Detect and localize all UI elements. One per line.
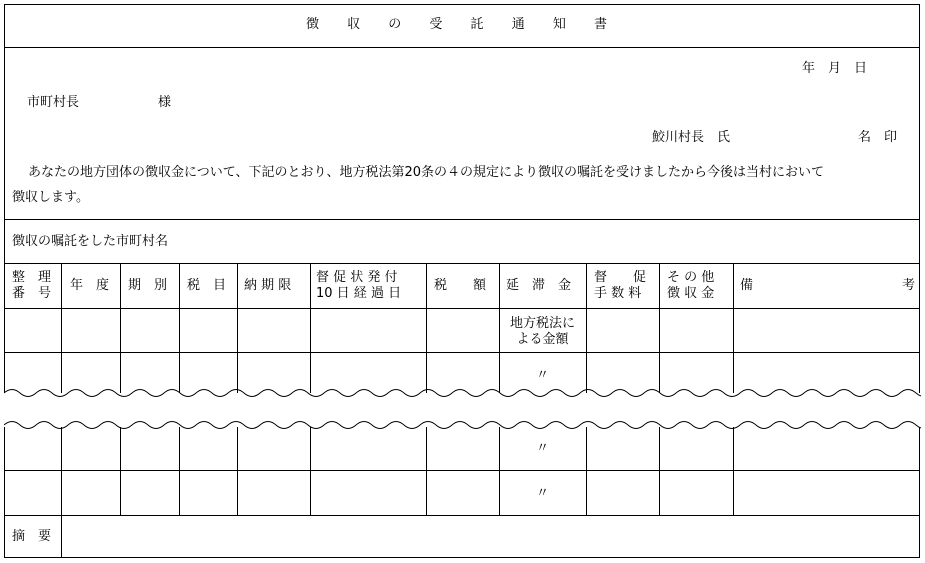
header-other-1: そ の 他 [667,270,715,285]
divider [4,263,920,264]
body-text-line1: あなたの地方団体の徴収金について、下記のとおり、地方税法第20条の４の規定により徴収の嘱託を受けましたから今後は当村において [28,165,825,180]
header-zeigaku: 税 額 [434,278,487,293]
entai-note-1: 地方税法に [509,316,575,331]
header-entai: 延 滞 金 [506,278,572,293]
ditto-mark: 〃 [535,368,549,383]
wavy-break-top [4,385,921,401]
ditto-mark: 〃 [535,486,549,501]
header-bikou-left: 備 [740,278,754,293]
header-bikou-right: 考 [902,278,916,293]
divider [4,219,920,220]
requesting-municipality-label: 徴収の嘱託をした市町村名 [12,234,169,249]
entai-note-2: よる金額 [516,332,569,347]
header-tokusoku-fee-2: 手 数 料 [594,286,642,301]
divider [4,47,920,48]
header-tokusoku-1: 督 促 状 発 付 [316,270,398,285]
header-seiri-1: 整 理 [12,270,52,285]
remarks-divider [61,515,62,558]
table-row-line [4,352,920,353]
form-title: 徴 収 の 受 託 通 知 書 [306,17,619,32]
body-text-line2: 徴収します。 [12,190,89,205]
header-tokusoku-2: 10 日 経 過 日 [316,286,402,301]
header-nouki: 納 期 限 [244,278,292,293]
header-seiri-2: 番 号 [12,286,52,301]
header-nendo: 年 度 [70,278,110,293]
addressee-label: 市町村長 [27,95,80,110]
table-row-line [4,470,920,471]
header-tokusoku-fee-1: 督 促 [594,270,647,285]
header-zeimoku: 税 目 [187,278,227,293]
wavy-break-bottom [4,417,921,433]
sender-name: 鮫川村長 氏 [652,130,731,145]
header-kibetsu: 期 別 [128,278,168,293]
ditto-mark: 〃 [535,441,549,456]
remarks-label: 摘 要 [12,529,52,544]
header-other-2: 徴 収 金 [667,286,715,301]
table-row-line [4,515,920,516]
honorific: 様 [158,95,172,110]
table-row-line [4,308,920,309]
date-label: 年 月 日 [802,61,868,76]
seal-label: 名 印 [858,130,898,145]
